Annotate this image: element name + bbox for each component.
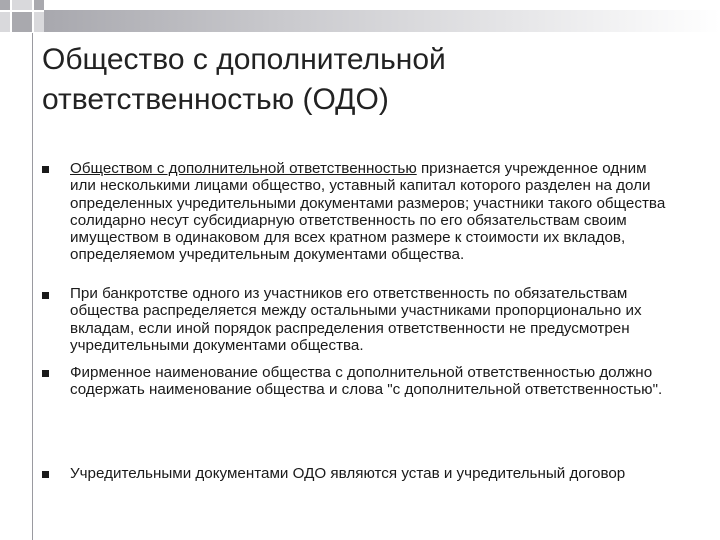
slide-title [42,40,682,120]
bullet-text-1 [70,160,676,264]
square-bullet-icon [42,471,49,478]
slide-title-line-2: ответственностью (ОДО) [42,83,389,116]
bullet-text-2: При банкротстве одного из участников его ответственность по обязательствам общества распределяется между остальными участниками пропорционально их вкладам, если иной порядок распределения ответственности не предусмотрен учредительными документами общества. [70,285,642,354]
square-bullet-icon [42,370,49,377]
decor-square [34,12,44,32]
square-bullet-icon [42,166,49,173]
bullet-text-1-body: признается учрежденное одним или несколькими лицами общество, уставный капитал которого разделен на доли определенных учредительными документами размеров; участники такого общества солидарно несут субсидиарную ответственность по его обязательствам своим имуществом в одинаковом для всех кратном размере к стоимости их вкладов, определяемом учредительным документами общества. [70,160,666,264]
decor-square [12,12,32,32]
defined-term: Обществом с дополнительной ответственностью [70,160,417,177]
decor-square [0,12,10,32]
bullet-text-4: Учредительными документами ОДО являются устав и учредительный договор [70,465,626,482]
decor-square [12,0,32,10]
header-gradient-band [44,10,720,32]
left-divider-line [32,33,33,540]
slide-title-line-1: Общество с дополнительной [42,43,446,76]
square-bullet-icon [42,292,49,299]
bullet-text-3: Фирменное наименование общества с дополнительной ответственностью должно содержать наименование общества и слова "с дополнительной ответственностью". [70,364,663,399]
decor-square [0,0,10,10]
decor-square [34,0,44,10]
